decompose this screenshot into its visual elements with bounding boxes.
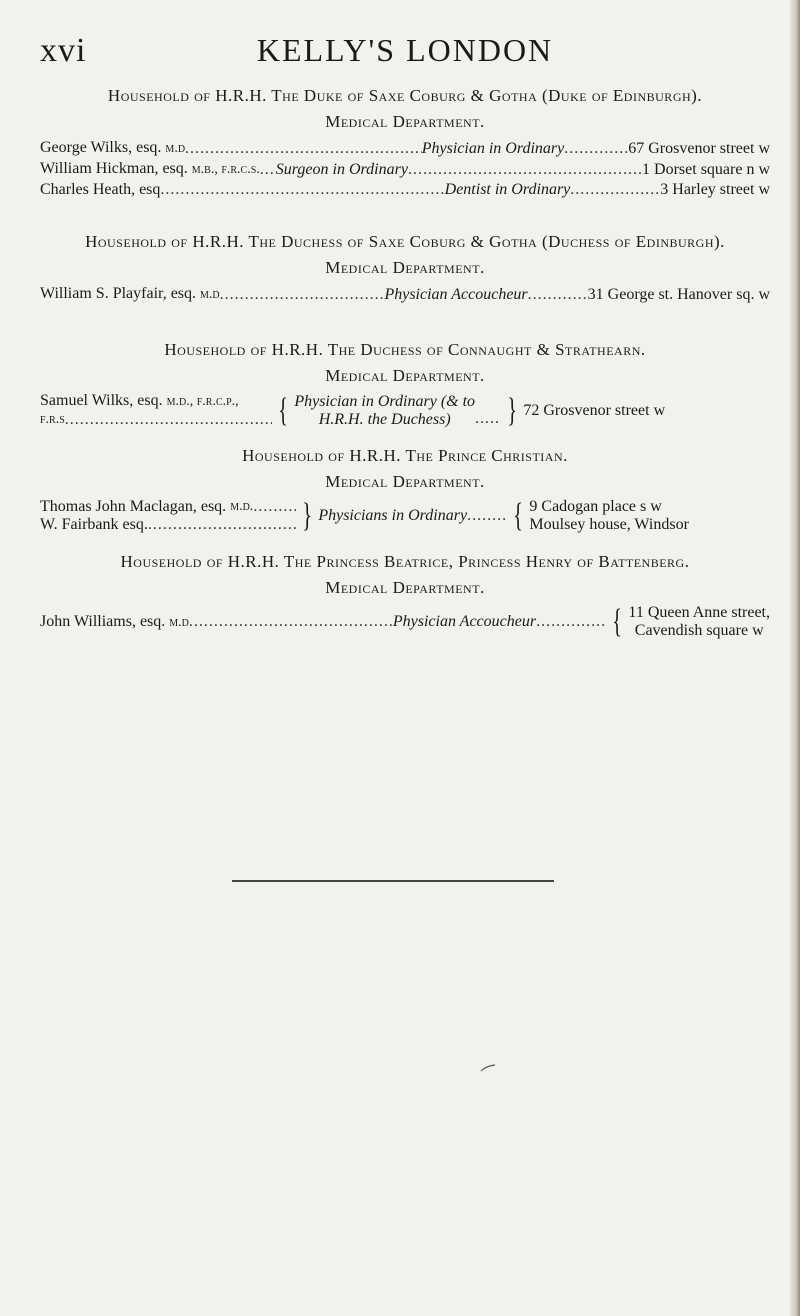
entry-qualification: m.d [169,614,189,630]
list-item [40,159,770,180]
entry-qualification: m.d. [230,499,254,514]
entry-name: George Wilks, esq. [40,139,162,156]
entry-qualification: m.d [200,287,220,302]
section-heading: Household of H.R.H. The Duchess of Connaught & Strathearn. [164,340,646,359]
section-princess-beatrice [40,552,770,640]
entry-role: Physician in Ordinary (& to [294,392,476,410]
entry-qualification: m.d., f.r.c.p., [166,394,239,409]
page-header [40,32,770,72]
entry-address: 1 Dorset square n w [642,160,770,178]
running-title: KELLY'S LONDON [256,32,554,68]
ink-mark-icon [480,1064,496,1072]
entry-role: Physicians in Ordinary [318,507,468,524]
department-heading: Medical Department. [325,472,485,491]
entry-address: 67 Grosvenor street w [628,139,770,157]
list-item [40,604,770,640]
left-brace: { [612,603,623,640]
section-heading: Household of H.R.H. The Prince Christian. [242,446,568,465]
list-item [40,180,770,200]
leader-dots [148,516,296,534]
list-item [40,392,770,429]
leader-dots [160,180,444,200]
list-item [40,284,770,305]
section-duchess-of-edinburgh [40,232,770,305]
leader-dots [536,612,606,632]
section-divider [232,880,554,882]
leader-dots [475,409,501,429]
leader-dots [65,411,272,429]
section-duke-of-edinburgh [40,86,770,200]
leader-dots [185,139,422,159]
department-heading: Medical Department. [325,366,485,385]
entry-role: Physician Accoucheur [392,613,537,630]
section-duchess-of-connaught [40,340,770,429]
leader-dots [189,612,393,632]
entry-role: H.R.H. the Duchess) [318,410,451,428]
entry-name: W. Fairbank esq. [40,516,148,533]
entry-address: 11 Queen Anne street, [628,604,770,621]
section-prince-christian [40,446,770,534]
entry-address: 72 Grosvenor street w [523,401,666,419]
entry-role: Physician in Ordinary [421,139,565,157]
entry-address: 9 Cadogan place s w [529,498,662,515]
entry-role: Dentist in Ordinary [444,181,571,198]
leader-dots [260,160,276,180]
page-edge [790,0,800,1316]
list-item [40,138,770,159]
entry-name: John Williams, esq. [40,612,166,630]
list-item [40,498,770,534]
leader-dots [253,498,296,516]
section-heading: Household of H.R.H. The Duchess of Saxe Coburg & Gotha (Duchess of Edinburgh). [85,232,725,251]
entry-address: 3 Harley street w [660,181,770,198]
entry-name: William Hickman, esq. [40,160,188,177]
section-heading: Household of H.R.H. The Duke of Saxe Coburg & Gotha (Duke of Edinburgh). [107,86,703,105]
entry-qualification: m.b., f.r.c.s. [191,162,260,177]
department-heading: Medical Department. [325,578,485,597]
leader-dots [564,139,628,159]
department-heading: Medical Department. [325,258,485,277]
department-heading: Medical Department. [325,112,485,131]
leader-dots [220,285,385,305]
entry-role: Surgeon in Ordinary [275,160,408,178]
entry-qualification: f.r.s [40,412,65,427]
left-brace: { [513,497,524,534]
left-brace: { [278,391,289,429]
page-number: xvi [40,32,87,69]
entry-address: Cavendish square w [634,622,764,639]
leader-dots [408,160,642,180]
entry-address: 31 George st. Hanover sq. w [587,285,770,303]
leader-dots [528,285,588,305]
entry-role: Physician Accoucheur [384,285,528,303]
entry-name: Samuel Wilks, esq. [40,392,163,409]
leader-dots [467,506,507,526]
right-brace: } [507,391,518,429]
entry-name: Thomas John Maclagan, esq. [40,498,227,515]
entry-address: Moulsey house, Windsor [529,516,689,533]
right-brace: } [302,497,313,534]
section-heading: Household of H.R.H. The Princess Beatrice, Princess Henry of Battenberg. [120,552,690,571]
entry-name: Charles Heath, esq [40,181,161,198]
leader-dots [570,180,660,200]
entry-qualification: m.d [165,141,186,156]
entry-name: William S. Playfair, esq. [40,285,197,302]
